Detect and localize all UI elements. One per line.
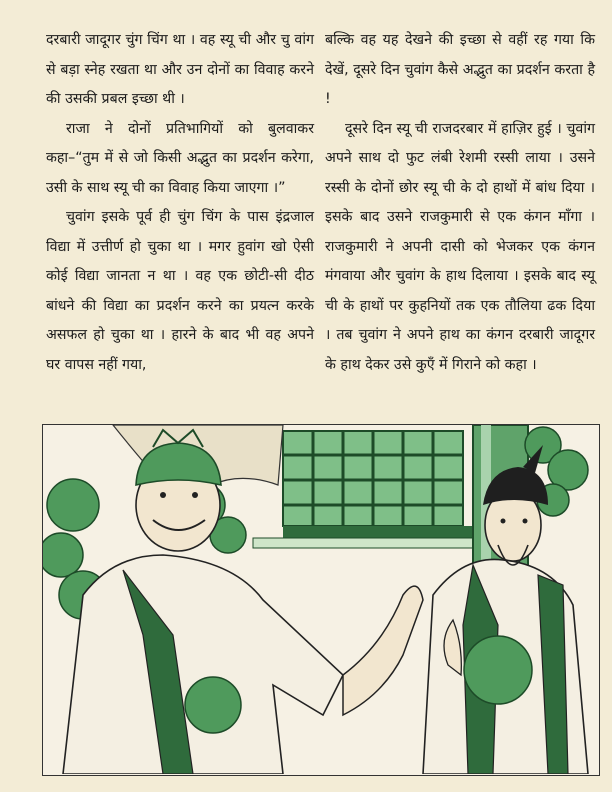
paragraph-5: दूसरे दिन स्यू ची राजदरबार में हाज़िर हुई । चुवांग अपने साथ दो फुट लंबी रेशमी रस्सी लाया । उसने रस्सी के दोनों छोर स्यू ची के दो हाथों में बांध दिया । इसके बाद उसने राजकुमारी से एक कंगन माँगा । राजकुमारी ने अपनी दासी को भेजकर एक कंगन मंगवाया और चुवांग के हाथ दिलाया । इसके बाद स्यू ची के हाथों पर कुहनियों तक एक तौलिया ढक दिया । तब चुवांग ने अपने हाथ का कंगन दरबारी जादूगर के हाथ देकर उसे कुएँ में गिराने को कहा । [325,120,595,373]
left-text-column [46,26,314,380]
paragraph-3: चुवांग इसके पूर्व ही चुंग चिंग के पास इंद्रजाल विद्या में उत्तीर्ण हो चुका था । मगर हुवांग खो ऐसी कोई विद्या जानता न था । वह एक छोटी-सी दीठ बांधने की विद्या का प्रदर्शन करने का प्रयत्न करके असफल हो चुका था । हारने के बाद भी वह अपने घर वापस नहीं गया, [46,209,314,373]
right-text-column [325,26,595,380]
robe-emblem [185,677,241,733]
story-illustration [42,424,600,776]
paragraph-2: राजा ने दोनों प्रतिभागियों को बुलवाकर कहा–“तुम में से जो किसी अद्भुत का प्रदर्शन करेगा, उसी के साथ स्यू ची का विवाह किया जाएगा ।” [46,120,314,196]
magician-sleeve-pattern [464,636,532,704]
paragraph-4: बल्कि वह यह देखने की इच्छा से वहीं रह गया कि देखें, दूसरे दिन चुवांग कैसे अद्भुत का प्रदर्शन करता है ! [325,32,595,107]
paragraph-1: दरबारी जादूगर चुंग चिंग था । वह स्यू ची और चु वांग से बड़ा स्नेह रखता था और उन दोनों का विवाह करने की उसकी प्रबल इच्छा थी । [46,32,314,107]
illustration-art [43,425,598,774]
